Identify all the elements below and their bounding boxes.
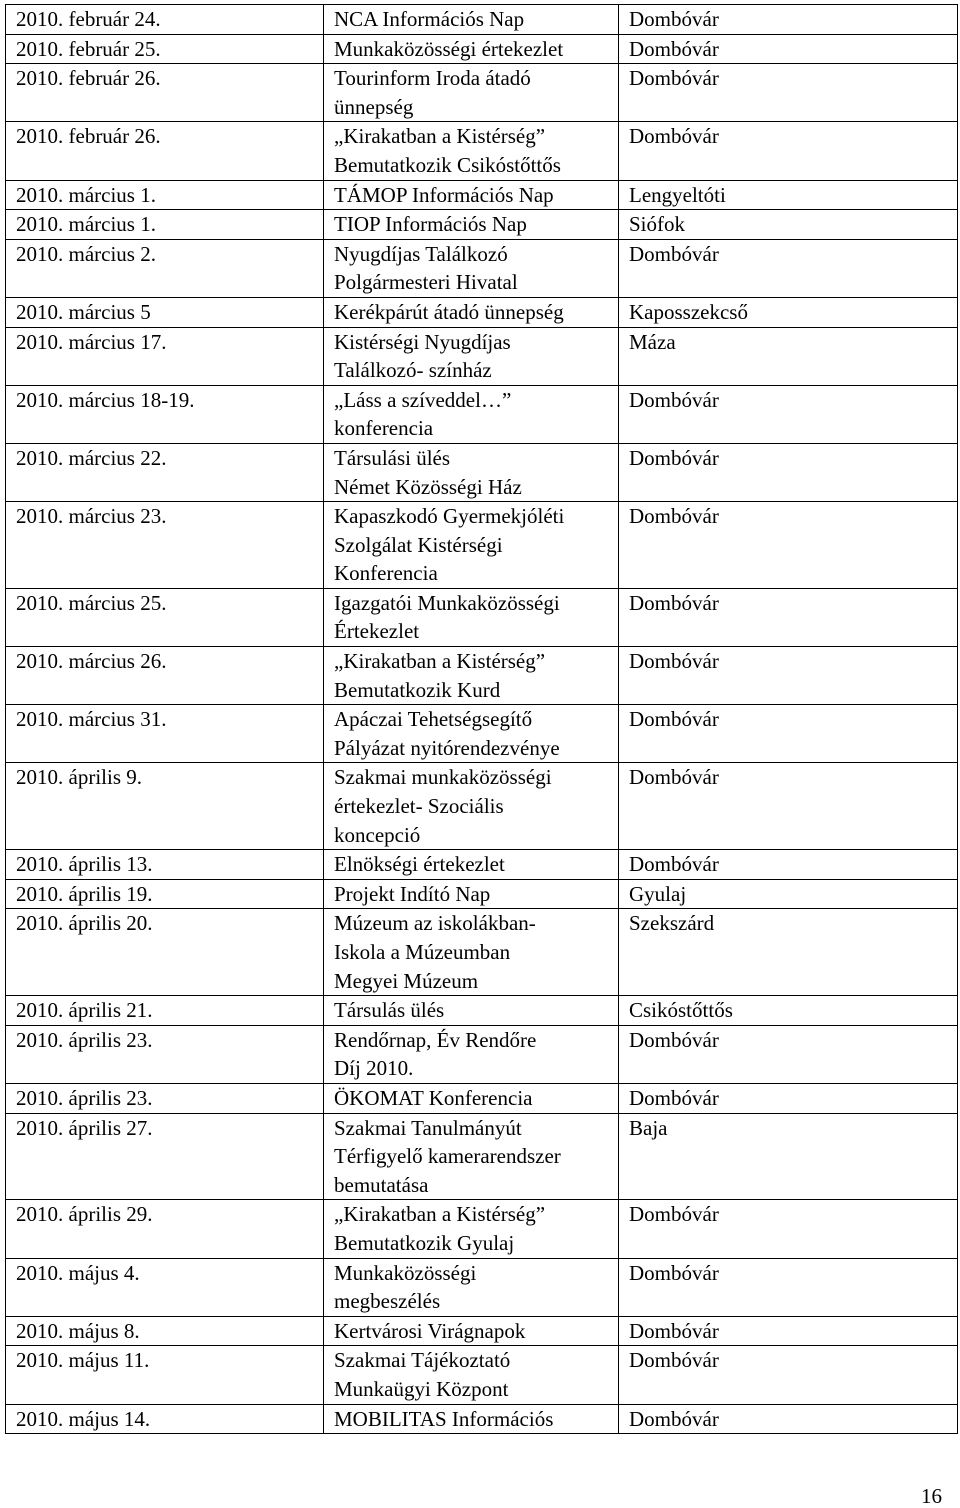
place-cell: Dombóvár	[619, 502, 958, 589]
table-row	[6, 122, 958, 180]
table-row	[6, 327, 958, 385]
table-row	[6, 763, 958, 850]
table-row	[6, 1404, 958, 1434]
date-cell: 2010. április 27.	[6, 1113, 324, 1200]
place-cell: Dombóvár	[619, 5, 958, 35]
table-row	[6, 1083, 958, 1113]
event-cell: Tourinform Iroda átadó ünnepség	[324, 64, 619, 122]
date-cell: 2010. február 26.	[6, 122, 324, 180]
place-cell: Dombóvár	[619, 1346, 958, 1404]
table-row	[6, 879, 958, 909]
event-cell: Szakmai Tanulmányút Térfigyelő kamerarendszer bemutatása	[324, 1113, 619, 1200]
event-cell: Társulás ülés	[324, 996, 619, 1026]
date-cell: 2010. március 1.	[6, 210, 324, 240]
date-cell: 2010. április 19.	[6, 879, 324, 909]
table-row	[6, 34, 958, 64]
events-table-body	[6, 5, 958, 1434]
date-cell: 2010. március 23.	[6, 502, 324, 589]
date-cell: 2010. május 11.	[6, 1346, 324, 1404]
table-row	[6, 1200, 958, 1258]
event-cell: Nyugdíjas Találkozó Polgármesteri Hivatal	[324, 239, 619, 297]
place-cell: Dombóvár	[619, 34, 958, 64]
table-row	[6, 239, 958, 297]
table-row	[6, 5, 958, 35]
event-cell: TIOP Információs Nap	[324, 210, 619, 240]
place-cell: Lengyeltóti	[619, 180, 958, 210]
date-cell: 2010. április 23.	[6, 1025, 324, 1083]
place-cell: Dombóvár	[619, 1404, 958, 1434]
event-cell: „Kirakatban a Kistérség” Bemutatkozik Kurd	[324, 647, 619, 705]
date-cell: 2010. május 4.	[6, 1258, 324, 1316]
date-cell: 2010. március 25.	[6, 588, 324, 646]
event-cell: Múzeum az iskolákban- Iskola a Múzeumban Megyei Múzeum	[324, 909, 619, 996]
table-row	[6, 705, 958, 763]
date-cell: 2010. május 14.	[6, 1404, 324, 1434]
place-cell: Csikóstőttős	[619, 996, 958, 1026]
place-cell: Dombóvár	[619, 1258, 958, 1316]
place-cell: Dombóvár	[619, 1025, 958, 1083]
event-cell: Rendőrnap, Év Rendőre Díj 2010.	[324, 1025, 619, 1083]
table-row	[6, 996, 958, 1026]
event-cell: Kerékpárút átadó ünnepség	[324, 297, 619, 327]
date-cell: 2010. április 9.	[6, 763, 324, 850]
table-row	[6, 1258, 958, 1316]
date-cell: 2010. március 5	[6, 297, 324, 327]
table-row	[6, 1025, 958, 1083]
event-cell: Kertvárosi Virágnapok	[324, 1316, 619, 1346]
place-cell: Máza	[619, 327, 958, 385]
event-cell: TÁMOP Információs Nap	[324, 180, 619, 210]
place-cell: Gyulaj	[619, 879, 958, 909]
table-row	[6, 850, 958, 880]
event-cell: „Láss a szíveddel…” konferencia	[324, 385, 619, 443]
event-cell: Munkaközösségi megbeszélés	[324, 1258, 619, 1316]
event-cell: Igazgatói Munkaközösségi Értekezlet	[324, 588, 619, 646]
table-row	[6, 297, 958, 327]
event-cell: Munkaközösségi értekezlet	[324, 34, 619, 64]
date-cell: 2010. április 21.	[6, 996, 324, 1026]
date-cell: 2010. április 20.	[6, 909, 324, 996]
place-cell: Dombóvár	[619, 385, 958, 443]
date-cell: 2010. február 25.	[6, 34, 324, 64]
place-cell: Kaposszekcső	[619, 297, 958, 327]
event-cell: Kistérségi Nyugdíjas Találkozó- színház	[324, 327, 619, 385]
event-cell: Apáczai Tehetségsegítő Pályázat nyitórendezvénye	[324, 705, 619, 763]
table-row	[6, 1346, 958, 1404]
place-cell: Dombóvár	[619, 1316, 958, 1346]
place-cell: Siófok	[619, 210, 958, 240]
table-row	[6, 1316, 958, 1346]
date-cell: 2010. március 2.	[6, 239, 324, 297]
place-cell: Dombóvár	[619, 763, 958, 850]
table-row	[6, 909, 958, 996]
date-cell: 2010. március 22.	[6, 443, 324, 501]
event-cell: MOBILITAS Információs	[324, 1404, 619, 1434]
date-cell: 2010. április 29.	[6, 1200, 324, 1258]
event-cell: „Kirakatban a Kistérség” Bemutatkozik Csikóstőttős	[324, 122, 619, 180]
events-table	[5, 4, 958, 1434]
page-number: 16	[921, 1484, 942, 1508]
place-cell: Dombóvár	[619, 1083, 958, 1113]
date-cell: 2010. április 13.	[6, 850, 324, 880]
place-cell: Dombóvár	[619, 647, 958, 705]
date-cell: 2010. március 1.	[6, 180, 324, 210]
place-cell: Dombóvár	[619, 443, 958, 501]
date-cell: 2010. március 17.	[6, 327, 324, 385]
event-cell: Projekt Indító Nap	[324, 879, 619, 909]
date-cell: 2010. március 18-19.	[6, 385, 324, 443]
event-cell: Társulási ülés Német Közösségi Ház	[324, 443, 619, 501]
table-row	[6, 180, 958, 210]
event-cell: NCA Információs Nap	[324, 5, 619, 35]
place-cell: Dombóvár	[619, 64, 958, 122]
table-row	[6, 647, 958, 705]
table-row	[6, 588, 958, 646]
place-cell: Dombóvár	[619, 239, 958, 297]
date-cell: 2010. február 24.	[6, 5, 324, 35]
event-cell: Szakmai munkaközösségi értekezlet- Szociális koncepció	[324, 763, 619, 850]
table-row	[6, 443, 958, 501]
table-row	[6, 210, 958, 240]
date-cell: 2010. március 31.	[6, 705, 324, 763]
table-row	[6, 385, 958, 443]
event-cell: Elnökségi értekezlet	[324, 850, 619, 880]
table-row	[6, 64, 958, 122]
place-cell: Dombóvár	[619, 850, 958, 880]
table-row	[6, 1113, 958, 1200]
table-row	[6, 502, 958, 589]
place-cell: Dombóvár	[619, 1200, 958, 1258]
date-cell: 2010. május 8.	[6, 1316, 324, 1346]
event-cell: Szakmai Tájékoztató Munkaügyi Központ	[324, 1346, 619, 1404]
event-cell: „Kirakatban a Kistérség” Bemutatkozik Gyulaj	[324, 1200, 619, 1258]
place-cell: Dombóvár	[619, 122, 958, 180]
place-cell: Dombóvár	[619, 705, 958, 763]
place-cell: Szekszárd	[619, 909, 958, 996]
date-cell: 2010. március 26.	[6, 647, 324, 705]
date-cell: 2010. április 23.	[6, 1083, 324, 1113]
place-cell: Dombóvár	[619, 588, 958, 646]
event-cell: ÖKOMAT Konferencia	[324, 1083, 619, 1113]
date-cell: 2010. február 26.	[6, 64, 324, 122]
place-cell: Baja	[619, 1113, 958, 1200]
event-cell: Kapaszkodó Gyermekjóléti Szolgálat Kistérségi Konferencia	[324, 502, 619, 589]
